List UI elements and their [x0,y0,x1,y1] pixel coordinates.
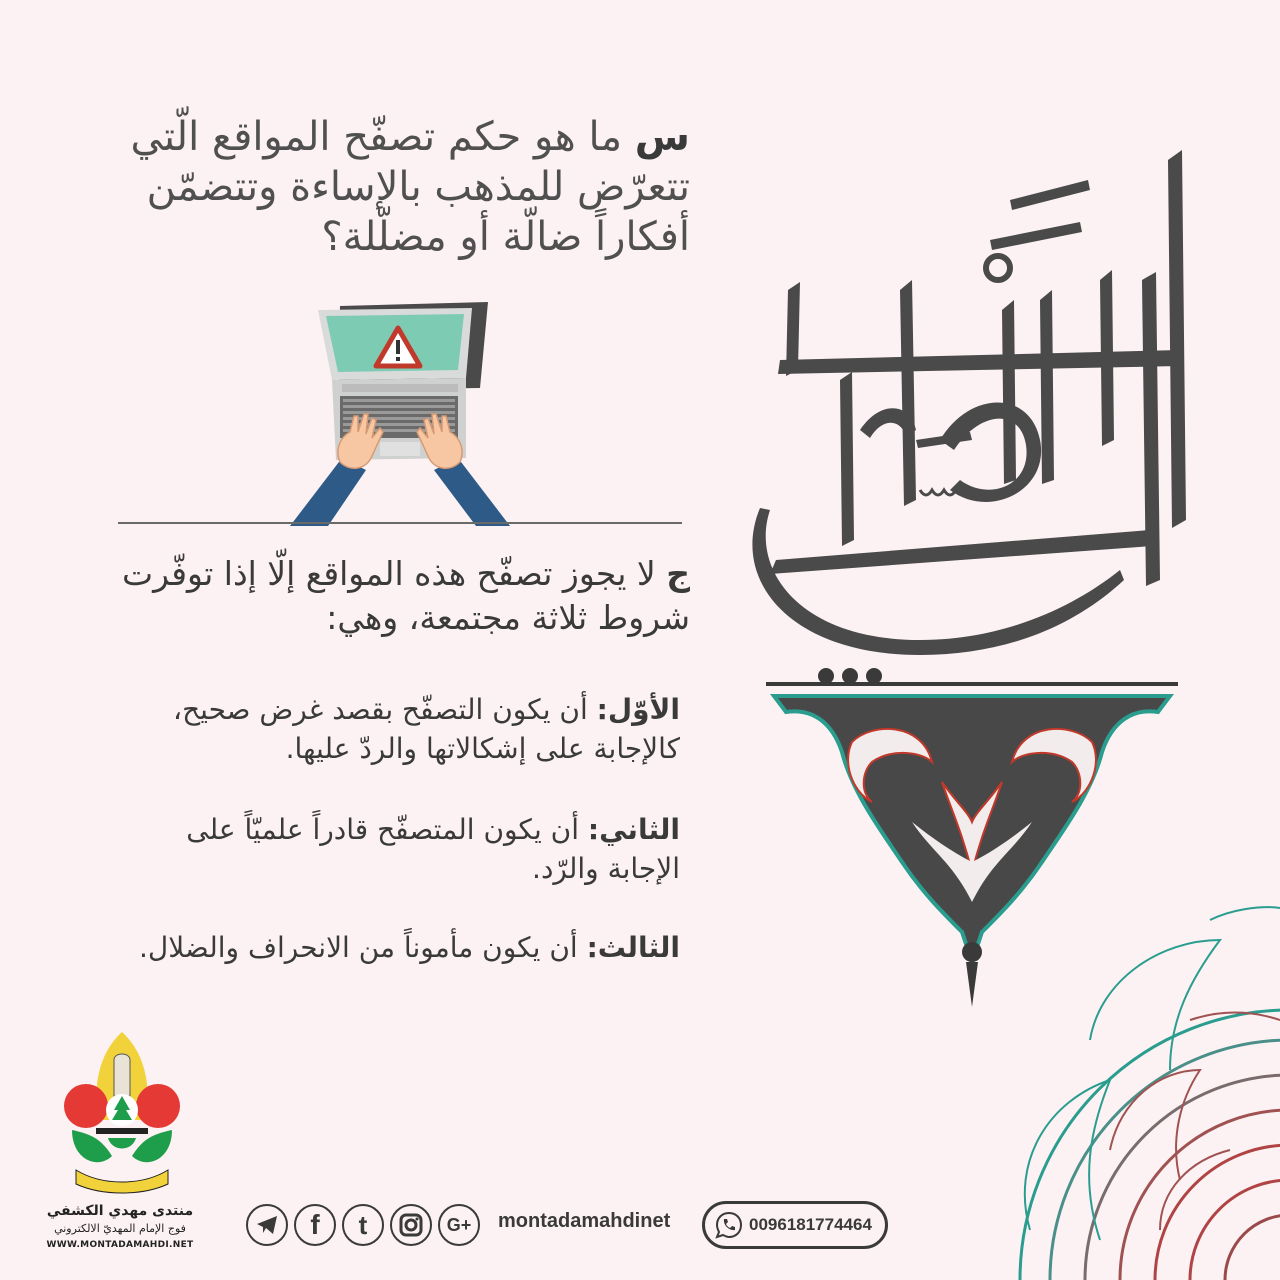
question-marker: س [634,114,690,160]
logo-title: منتدى مهدي الكشفي [46,1203,194,1219]
mandala-decoration [990,900,1280,1280]
condition-label: الثاني: [587,813,680,846]
condition-label: الثالث: [586,931,680,964]
twitter-icon[interactable]: t [342,1204,384,1246]
calligraphy-title [740,140,1200,680]
condition-first [110,690,680,768]
answer-text: لا يجوز تصفّح هذه المواقع إلّا إذا توفّرت شروط ثلاثة مجتمعة، وهي: [122,554,690,637]
condition-text: أن يكون المتصفّح قادراً علميّاً على الإجابة والرّد. [186,813,680,885]
social-handle[interactable]: montadamahdinet [498,1210,671,1232]
phone-icon [715,1211,743,1239]
instagram-icon[interactable] [390,1204,432,1246]
answer-marker: ج [666,554,690,593]
logo-website[interactable]: WWW.MONTADAMAHDI.NET [46,1240,194,1250]
condition-third [110,928,680,967]
condition-second [110,810,680,888]
phone-contact[interactable] [702,1201,888,1249]
laptop-warning-illustration [280,298,520,526]
google-plus-icon[interactable]: G+ [438,1204,480,1246]
phone-number: 0096181774464 [749,1215,872,1234]
divider [118,522,682,524]
condition-text: أن يكون مأموناً من الانحراف والضلال. [138,931,578,964]
question [110,112,690,262]
condition-label: الأوّل: [596,693,680,726]
question-text: ما هو حكم تصفّح المواقع الّتي تتعرّض للمذهب بالإساءة وتتضمّن أفكاراً ضالّة أو مضلّلة؟ [130,114,690,260]
logo-subtitle: فوج الإمام المهديّ الالكتروني [54,1222,186,1235]
answer [110,552,690,640]
scout-logo [52,1030,192,1200]
facebook-icon[interactable]: f [294,1204,336,1246]
telegram-icon[interactable] [246,1204,288,1246]
condition-text: أن يكون التصفّح بقصد غرض صحيح، كالإجابة على إشكالاتها والردّ عليها. [173,693,680,765]
